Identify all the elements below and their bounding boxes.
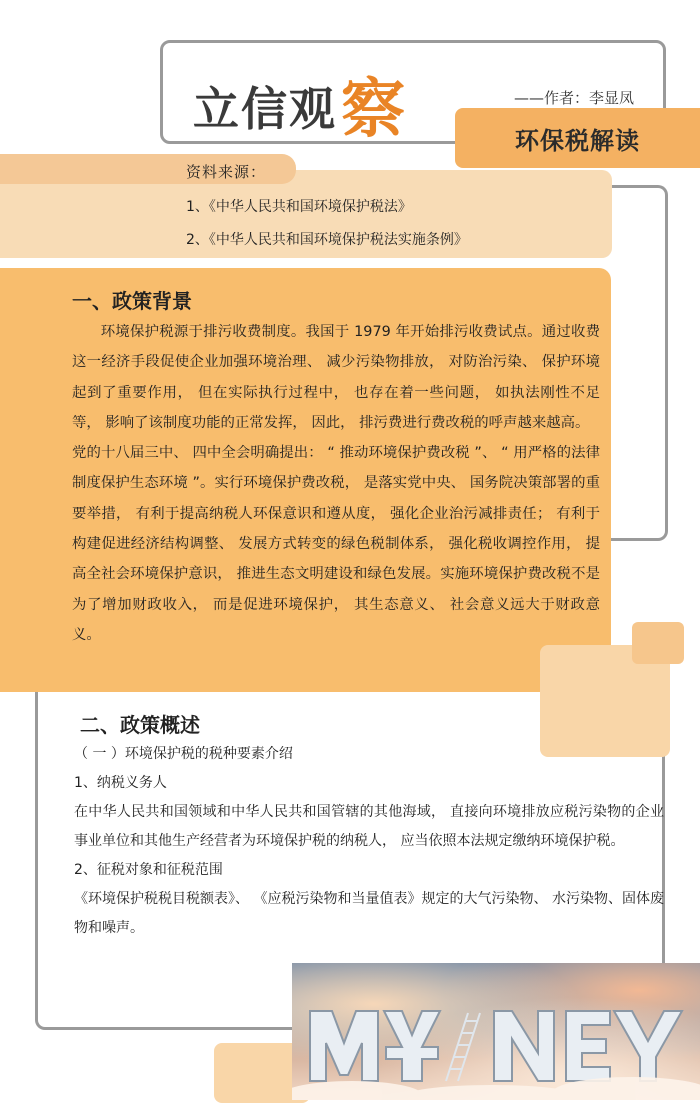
- decorative-square: [632, 622, 684, 664]
- logo: [193, 72, 407, 147]
- item-body: 《环境保护税税目税额表》、 《应税污染物和当量值表》规定的大气污染物、 水污染物、固体废物和噪声。: [74, 891, 664, 936]
- paragraph: 党的十八届三中、 四中全会明确提出： “ 推动环境保护费改税 ”、 “ 用严格的法律制度保护生态环境 ”。实行环境保护费改税， 是落实党中央、 国务院决策部署的重要举措， 有利于提高纳税人环保意识和遵从度， 强化企业治污减排责任； 有利于构建促进经济结构调整、 发展方式转变的绿色税制体系， 强化税收调控作用， 提高全社会环境保护意识， 推进生态文明建设和绿色发展。实施环境保护费改税不是为了增加财政收入， 而是促进环境保护， 其生态意义、 社会意义远大于财政意义。: [72, 445, 600, 643]
- section-heading: 二、政策概述: [80, 713, 200, 737]
- money-illustration: [292, 963, 700, 1100]
- logo-accent-text: 察: [341, 73, 407, 147]
- paragraph: 环境保护税源于排污收费制度。我国于 1979 年开始排污收费试点。通过收费这一经济手段促使企业加强环境治理、 减少污染物排放， 对防治污染、 保护环境起到了重要作用， 但在实际执行过程中， 也存在着一些问题， 如执法刚性不足等， 影响了该制度功能的正常发挥， 因此， 排污费进行费改税的呼声越来越高。: [72, 324, 600, 431]
- author-line: ——作者：李显凤: [514, 89, 635, 107]
- item-title: 2、征税对象和征税范围: [74, 862, 223, 878]
- sources-title: 资料来源：: [186, 163, 267, 181]
- section-heading: 一、政策背景: [72, 289, 192, 313]
- source-item: 1、《中华人民共和国环境保护税法》: [186, 199, 412, 215]
- page-title-banner: [455, 108, 700, 168]
- subsection-title: （ 一 ）环境保护税的税种要素介绍: [74, 746, 293, 762]
- source-item: 2、《中华人民共和国环境保护税法实施条例》: [186, 232, 468, 248]
- logo-main-text: 立信观: [193, 82, 337, 136]
- item-title: 1、纳税义务人: [74, 775, 167, 791]
- money-letters-graphic: [292, 963, 700, 1100]
- page-title: 环保税解读: [515, 126, 640, 155]
- section-body: [72, 317, 600, 650]
- section-body: [74, 740, 664, 943]
- item-body: 在中华人民共和国领域和中华人民共和国管辖的其他海域， 直接向环境排放应税污染物的企业事业单位和其他生产经营者为环境保护税的纳税人， 应当依照本法规定缴纳环境保护税。: [74, 804, 664, 849]
